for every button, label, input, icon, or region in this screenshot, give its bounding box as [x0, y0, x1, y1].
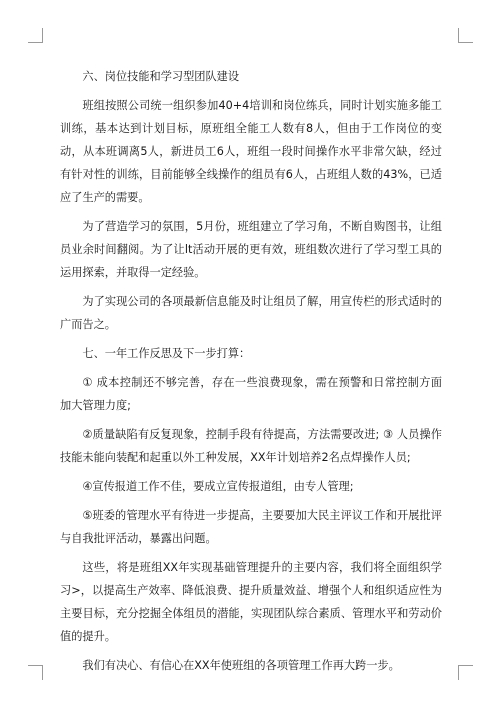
list-item-cost-control: ① 成本控制还不够完善，存在一些浪费现象，需在预警和日常控制方面加大管理力度;: [60, 376, 442, 412]
list-item-management: ⑤班委的管理水平有待进一步提高，主要要加大民主评议工作和开展批评与自我批评活动，暴露出问题。: [60, 509, 442, 545]
paragraph-closing: 我们有决心、有信心在XX年使班组的各项管理工作再大跨一步。: [82, 659, 400, 672]
paragraph-plan-summary: 这些，将是班组XX年实现基础管理提升的主要内容，我们将全面组织学习>，以提高生产效率、降低浪费、提升质量效益、增强个人和组织适应性为主要目标，充分挖掘全体组员的潜能，实现团队综合素质、管理水平和劳动价值的提升。: [60, 561, 442, 643]
section-heading-7: 七、一年工作反思及下一步打算：: [82, 347, 251, 360]
crop-mark-top-right: [458, 28, 473, 43]
crop-mark-top-left: [28, 28, 43, 43]
paragraph-learning-corner: 为了营造学习的氛围，5月份，班组建立了学习角，不断自购图书，让组员业余时间翻阅。为了让lt活动开展的更有效，班组数次进行了学习型工具的运用探索，并取得一定经验。: [60, 220, 442, 279]
list-item-publicity: ④宣传报道工作不佳，要成立宣传报道组，由专人管理;: [82, 480, 354, 493]
paragraph-training: 班组按照公司统一组织参加40+4培训和岗位练兵，同时计划实施多能工训练，基本达到计划目标，原班组全能工人数有8人，但由于工作岗位的变动，从本班调离5人，新进员工6人，班组一段时间操作水平非常欠缺，经过有针对性的训练，目前能够全线操作的组员有6人，占班组人数的43%，已适应了生产的需要。: [60, 99, 442, 204]
list-item-quality-skills: ②质量缺陷有反复现象，控制手段有待提高，方法需要改进; ③ 人员操作技能未能向装配和起重以外工种发展，XX年计划培养2名点焊操作人员;: [60, 428, 442, 464]
crop-mark-bottom-left: [28, 665, 43, 680]
document-body: [60, 65, 442, 683]
crop-mark-bottom-right: [458, 665, 473, 680]
paragraph-bulletin: 为了实现公司的各项最新信息能及时让组员了解，用宣传栏的形式适时的广而告之。: [60, 295, 442, 331]
section-heading-6: 六、岗位技能和学习型团队建设: [82, 70, 240, 83]
